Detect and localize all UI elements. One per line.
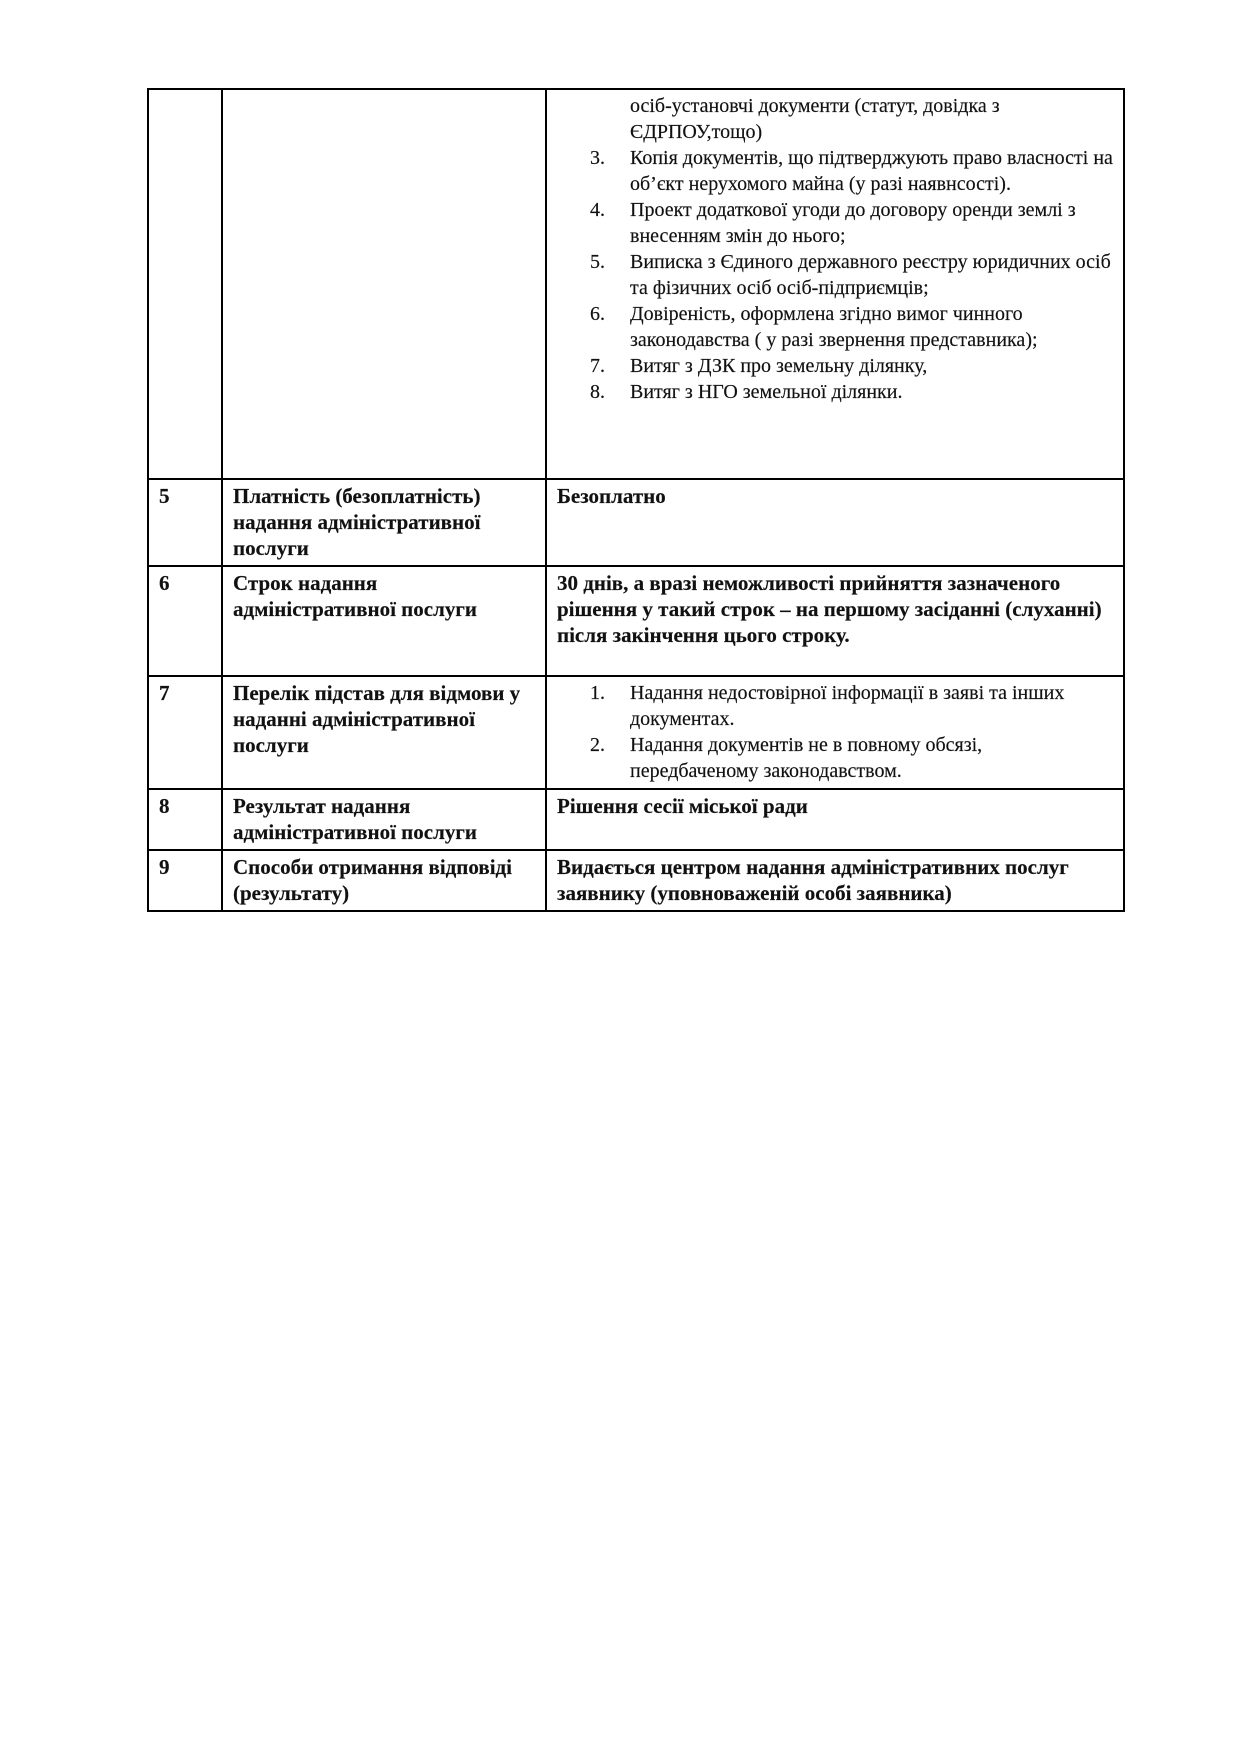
list-item — [557, 732, 1113, 784]
row-value-cell: 30 днів, а вразі неможливості прийняття зазначеного рішення у такий строк – на першому засіданні (слуханні) після закінчення цього строку. — [546, 566, 1124, 676]
row-number-cell: 9 — [148, 850, 222, 911]
refusal-grounds-cell — [546, 676, 1124, 789]
list-marker: 4. — [590, 199, 605, 221]
list-item — [557, 379, 1113, 405]
table-row-term — [148, 566, 1124, 676]
list-marker: 6. — [590, 303, 605, 325]
list-item-text: Витяг з НГО земельної ділянки. — [630, 381, 903, 403]
row-number-cell: 6 — [148, 566, 222, 676]
list-marker: 3. — [590, 147, 605, 169]
table-row-payment — [148, 479, 1124, 566]
list-item — [557, 249, 1113, 301]
table-row-result — [148, 789, 1124, 850]
row-value-cell: Рішення сесії міської ради — [546, 789, 1124, 850]
table-row-continued-documents — [148, 89, 1124, 479]
list-item-text: Надання недостовірної інформації в заяві та інших документах. — [630, 682, 1065, 730]
list-item-text: Витяг з ДЗК про земельну ділянку, — [630, 355, 928, 377]
list-marker: 7. — [590, 355, 605, 377]
list-item — [557, 301, 1113, 353]
row-number-cell: 5 — [148, 479, 222, 566]
row-name-cell: Перелік підстав для відмови у наданні адміністративної послуги — [222, 676, 546, 789]
list-item-text: Довіреність, оформлена згідно вимог чинного законодавства ( у разі звернення представника); — [630, 303, 1038, 351]
list-item-text: Проект додаткової угоди до договору оренди землі з внесенням змін до нього; — [630, 199, 1076, 247]
list-marker: 5. — [590, 251, 605, 273]
list-marker: 2. — [590, 734, 605, 756]
row-value-cell: Безоплатно — [546, 479, 1124, 566]
list-item-text: Копія документів, що підтверджують право власності на об’єкт нерухомого майна (у разі наявнсості). — [630, 147, 1113, 195]
required-documents-list — [557, 93, 1113, 405]
table-row-refusal-grounds — [148, 676, 1124, 789]
list-item — [557, 145, 1113, 197]
list-item — [557, 93, 1113, 145]
row-number-cell: 8 — [148, 789, 222, 850]
row-number-cell — [148, 89, 222, 479]
list-marker: 1. — [590, 682, 605, 704]
list-item — [557, 680, 1113, 732]
service-info-table — [147, 88, 1125, 912]
row-name-cell — [222, 89, 546, 479]
refusal-grounds-list — [557, 680, 1113, 784]
row-name-cell: Способи отримання відповіді (результату) — [222, 850, 546, 911]
row-name-cell: Строк надання адміністративної послуги — [222, 566, 546, 676]
required-documents-cell — [546, 89, 1124, 479]
list-item-text: Виписка з Єдиного державного реєстру юридичних осіб та фізичних осіб осіб-підприємців; — [630, 251, 1111, 299]
list-item-text: осіб-установчі документи (статут, довідка з ЄДРПОУ,тощо) — [630, 95, 1000, 143]
row-name-cell: Платність (безоплатність) надання адміністративної послуги — [222, 479, 546, 566]
row-name-cell: Результат надання адміністративної послуги — [222, 789, 546, 850]
table-row-delivery-method — [148, 850, 1124, 911]
list-item — [557, 197, 1113, 249]
row-number-cell: 7 — [148, 676, 222, 789]
list-marker: 8. — [590, 381, 605, 403]
row-value-cell: Видається центром надання адміністративних послуг заявнику (уповноваженій особі заявника) — [546, 850, 1124, 911]
list-item — [557, 353, 1113, 379]
list-item-text: Надання документів не в повному обсязі, передбаченому законодавством. — [630, 734, 983, 782]
